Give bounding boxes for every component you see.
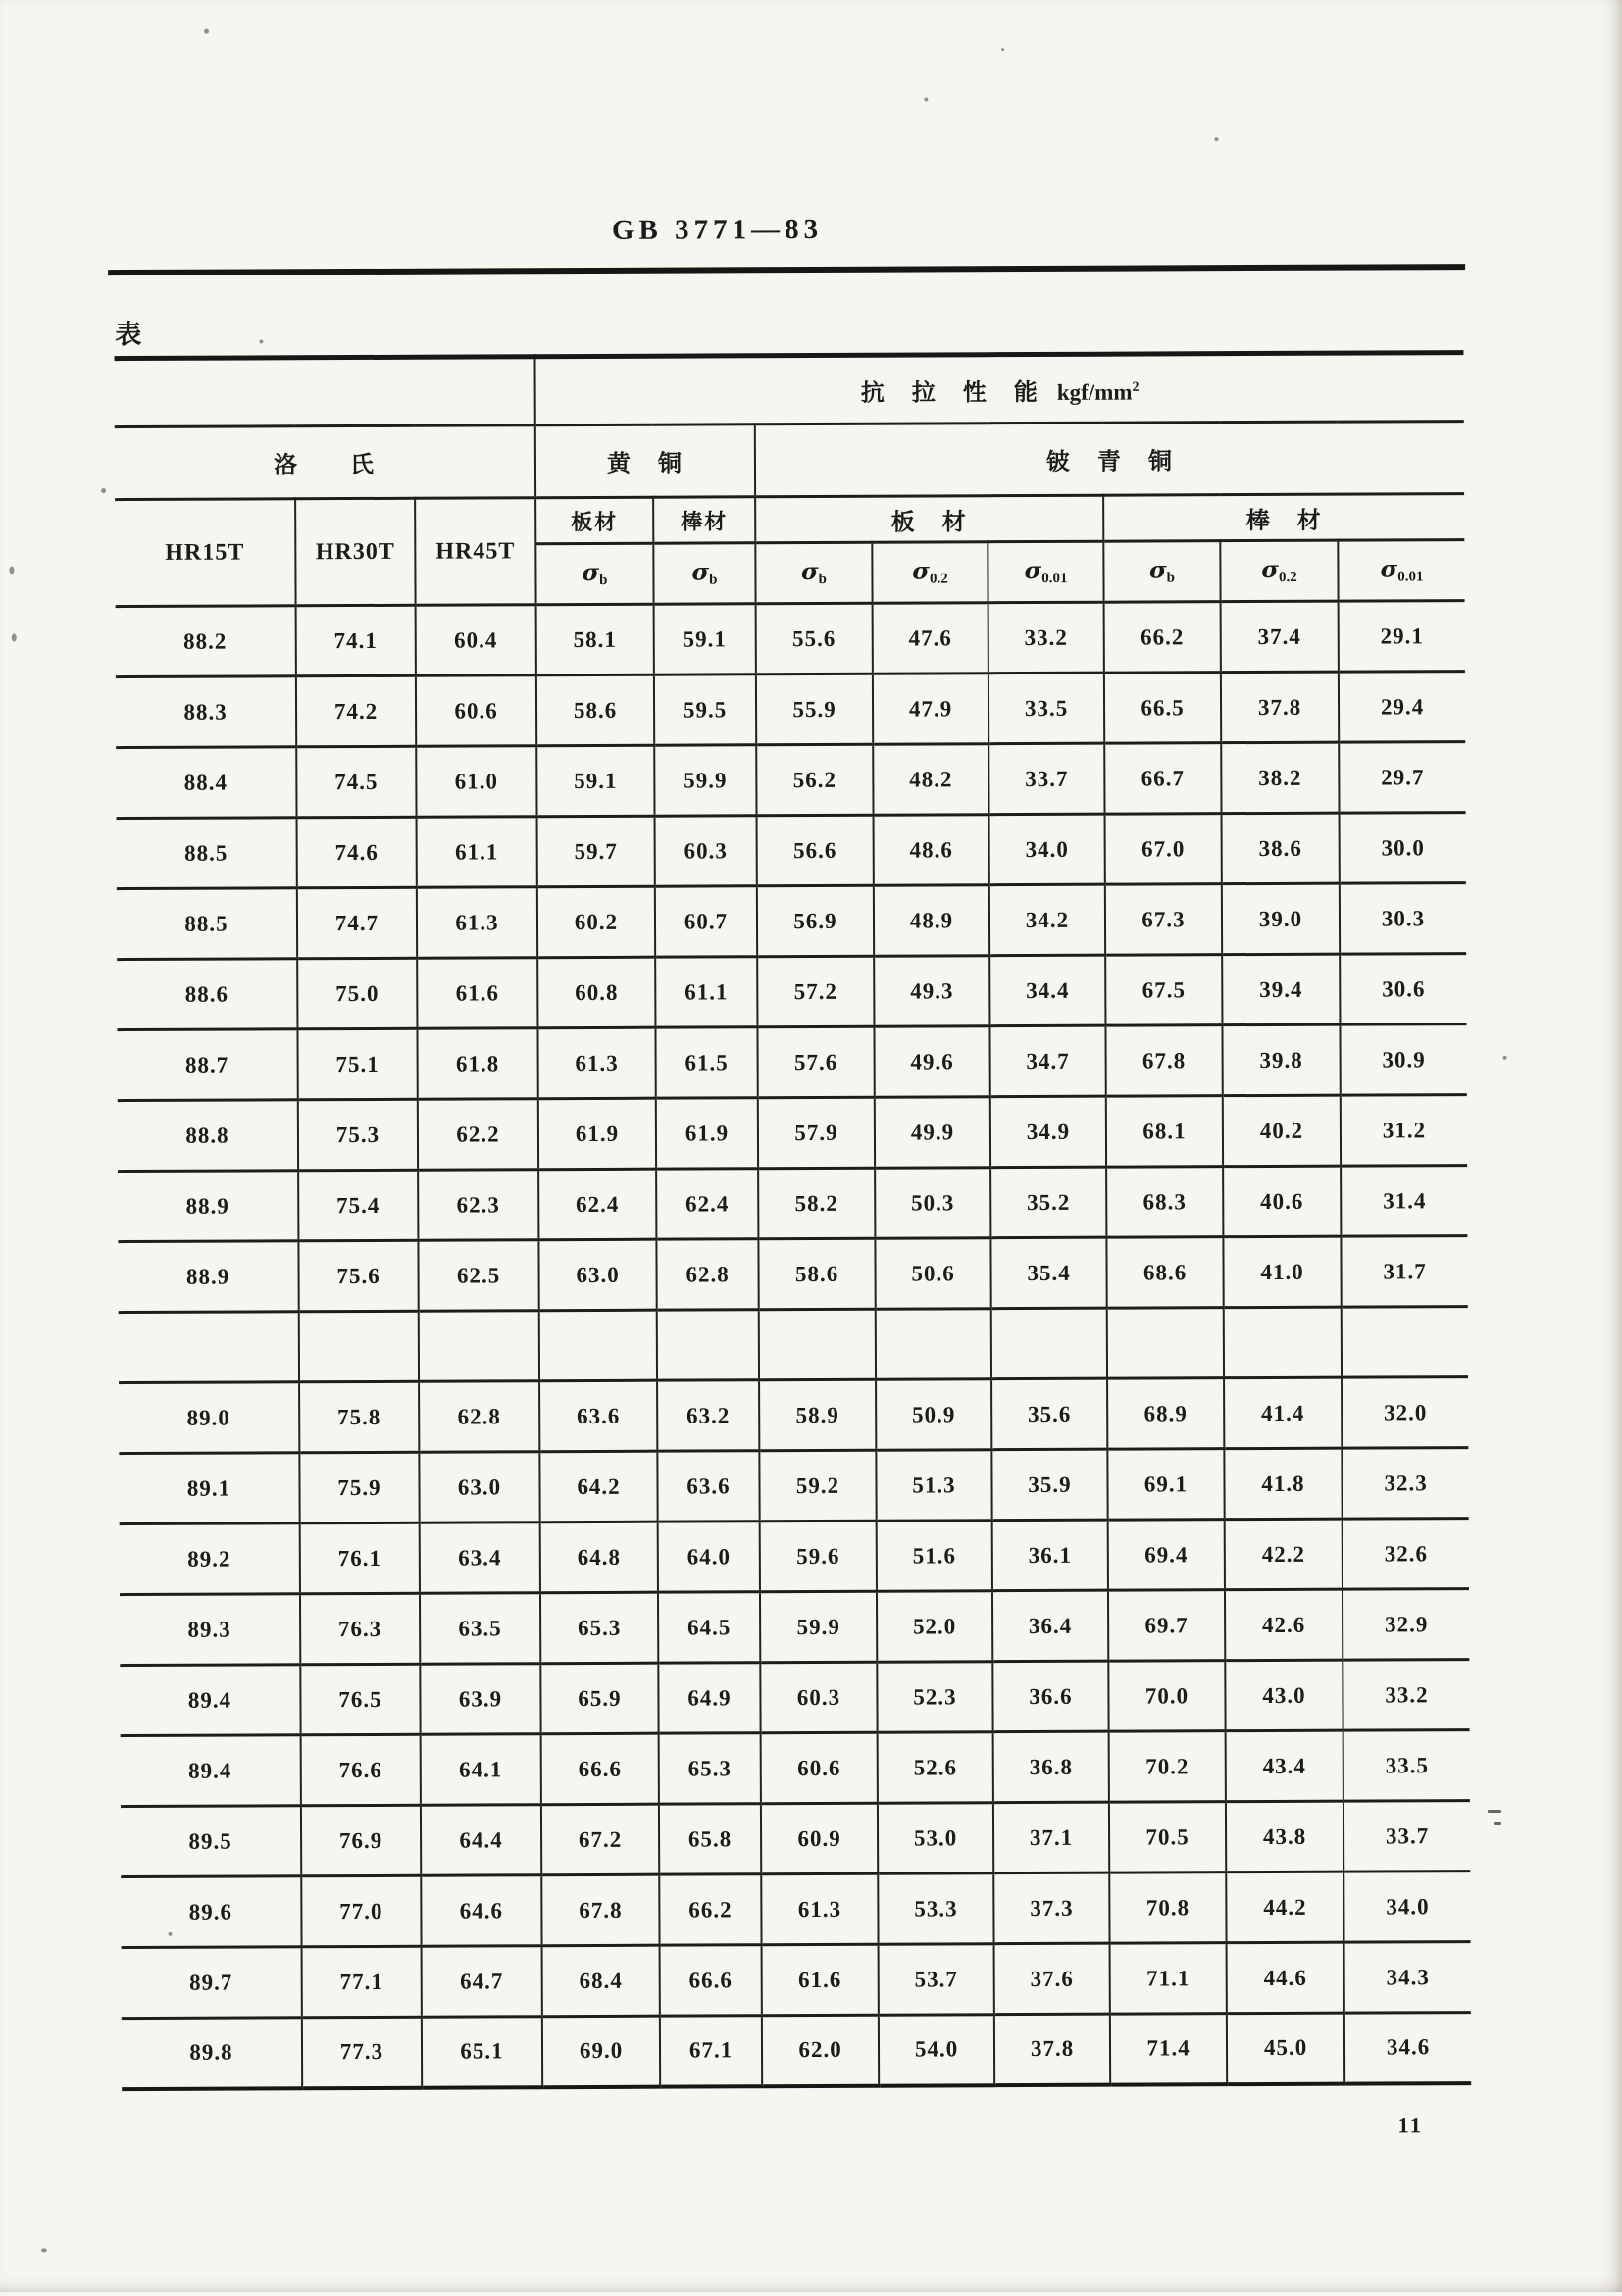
table-cell: 61.9 (656, 1098, 758, 1169)
header-row-product-forms (115, 494, 1464, 546)
table-cell: 67.2 (541, 1804, 659, 1875)
table-cell: 53.7 (879, 1944, 994, 2016)
table-cell: 29.7 (1339, 742, 1465, 814)
table-row (122, 2013, 1471, 2089)
table-cell: 66.2 (1104, 602, 1221, 674)
table-cell (299, 1311, 419, 1382)
table-row (120, 1519, 1469, 1595)
table-cell: 34.0 (989, 814, 1105, 885)
table-cell: 44.6 (1227, 1942, 1344, 2014)
table-cell: 70.8 (1109, 1872, 1226, 1944)
table-cell: 88.5 (117, 888, 297, 960)
table-cell: 39.8 (1222, 1024, 1340, 1096)
table-cell: 33.7 (988, 743, 1104, 815)
table-cell: 32.6 (1343, 1519, 1469, 1590)
table-cell: 65.8 (659, 1804, 761, 1874)
table-cell: 51.3 (876, 1450, 991, 1522)
table-cell: 33.2 (988, 602, 1104, 674)
table-cell: 69.7 (1108, 1590, 1225, 1662)
table-cell: 44.2 (1226, 1872, 1343, 1943)
table-cell: 55.6 (756, 603, 873, 674)
scan-speck (101, 488, 106, 493)
table-cell: 34.2 (989, 884, 1105, 956)
header-row-materials (115, 422, 1464, 500)
scan-speck (924, 97, 928, 101)
header-sigma-b-bronze-rod: $\sigma_b$ (1103, 541, 1220, 603)
table-cell: 69.0 (542, 2016, 660, 2087)
table-cell: 30.0 (1340, 813, 1466, 884)
table-cell: 64.7 (422, 1946, 542, 2018)
table-cell: 49.3 (874, 956, 989, 1027)
table-cell: 43.8 (1226, 1801, 1343, 1872)
table-cell: 60.7 (655, 886, 757, 957)
table-cell: 75.0 (297, 958, 417, 1029)
table-cell: 43.0 (1225, 1660, 1343, 1731)
table-cell: 58.9 (759, 1379, 876, 1451)
table-cell: 42.6 (1225, 1589, 1343, 1661)
table-cell: 32.9 (1343, 1589, 1469, 1661)
table-cell: 54.0 (879, 2015, 994, 2086)
table-cell: 67.8 (1105, 1025, 1222, 1097)
table-cell: 35.6 (991, 1378, 1107, 1450)
table-cell (419, 1311, 539, 1382)
table-cell: 39.0 (1222, 883, 1340, 955)
table-cell: 36.4 (992, 1590, 1108, 1662)
table-cell: 33.7 (1343, 1801, 1470, 1872)
table-cell: 39.4 (1222, 954, 1340, 1025)
table-cell (991, 1308, 1107, 1379)
table-cell: 37.8 (1221, 672, 1339, 743)
table-cell (657, 1310, 759, 1380)
table-cell (1342, 1307, 1468, 1378)
table-cell: 63.2 (657, 1380, 759, 1451)
table-cell: 33.5 (988, 673, 1104, 744)
table-cell: 61.6 (417, 958, 537, 1029)
table-cell: 37.3 (993, 1872, 1109, 1944)
table-cell: 89.4 (120, 1665, 300, 1736)
table-cell: 88.4 (116, 747, 296, 819)
scan-speck (41, 2248, 47, 2252)
table-cell: 41.4 (1224, 1377, 1342, 1449)
table-cell: 35.2 (990, 1167, 1106, 1238)
table-cell: 63.9 (420, 1664, 540, 1735)
table-cell: 35.4 (990, 1237, 1106, 1309)
table-cell: 41.8 (1224, 1448, 1342, 1520)
table-cell: 66.6 (541, 1733, 659, 1805)
table-cell: 63.5 (420, 1593, 540, 1665)
table-cell (759, 1309, 876, 1380)
scan-mark (1488, 1810, 1501, 1813)
table-cell (876, 1309, 991, 1380)
table-cell: 70.5 (1109, 1802, 1226, 1873)
table-cell: 55.9 (756, 674, 873, 745)
table-cell: 60.8 (537, 957, 655, 1028)
table-cell: 57.9 (758, 1097, 875, 1169)
table-cell: 58.6 (758, 1238, 875, 1310)
table-cell: 29.1 (1339, 601, 1465, 673)
table-cell: 89.1 (119, 1453, 299, 1524)
table-cell: 59.5 (654, 674, 756, 745)
table-cell: 89.3 (120, 1594, 300, 1666)
table-cell: 61.1 (655, 957, 757, 1027)
table-row (117, 813, 1466, 889)
table-cell: 33.5 (1343, 1730, 1470, 1802)
table-cell: 74.6 (297, 817, 417, 888)
table-cell: 49.9 (875, 1097, 990, 1169)
table-cell: 61.1 (417, 817, 537, 888)
table-cell: 75.3 (298, 1099, 418, 1171)
table-cell: 52.6 (878, 1732, 993, 1804)
table-cell: 48.9 (874, 885, 989, 957)
table-cell: 33.2 (1343, 1660, 1469, 1731)
table-row (117, 883, 1466, 960)
header-sigma-b-bronze-plate: $\sigma_b$ (755, 542, 872, 604)
table-cell: 88.5 (117, 818, 297, 889)
table-cell: 59.6 (760, 1521, 877, 1592)
hardness-tensile-conversion-table (114, 350, 1471, 2090)
table-cell: 76.5 (300, 1664, 420, 1735)
header-bronze-rod: 棒 材 (1103, 494, 1464, 542)
table-row (118, 1166, 1467, 1242)
table-cell: 32.3 (1342, 1448, 1468, 1520)
table-cell: 50.3 (875, 1168, 990, 1239)
table-cell: 62.3 (418, 1170, 538, 1241)
table-cell: 64.8 (540, 1522, 658, 1593)
table-cell: 34.3 (1344, 1942, 1471, 2014)
table-cell: 65.9 (540, 1663, 658, 1734)
table-cell: 64.4 (421, 1805, 541, 1876)
table-cell: 40.2 (1223, 1095, 1341, 1167)
table-row (120, 1589, 1469, 1666)
table-cell: 58.2 (758, 1168, 875, 1239)
table-cell: 38.6 (1222, 813, 1340, 884)
table-cell: 49.6 (874, 1026, 989, 1098)
table-cell: 88.6 (117, 959, 297, 1030)
table-cell: 52.3 (877, 1662, 992, 1733)
table-row (120, 1660, 1469, 1736)
table-cell: 74.7 (297, 887, 417, 959)
table-cell: 34.9 (990, 1096, 1106, 1168)
table-cell: 62.5 (418, 1240, 538, 1312)
table-cell: 58.6 (536, 674, 654, 746)
table-cell: 59.1 (536, 745, 654, 817)
table-cell: 64.9 (658, 1663, 760, 1733)
table-cell: 30.9 (1340, 1024, 1466, 1096)
table-row (116, 601, 1465, 677)
table-cell: 63.4 (420, 1522, 540, 1594)
table-cell: 76.6 (301, 1734, 421, 1806)
table-cell: 37.8 (994, 2014, 1110, 2085)
table-cell: 70.2 (1109, 1731, 1226, 1803)
table-cell: 56.6 (757, 815, 874, 886)
table-cell: 69.4 (1108, 1520, 1225, 1591)
table-cell: 60.6 (416, 675, 536, 747)
table-cell: 47.6 (873, 603, 988, 674)
table-cell: 68.3 (1106, 1167, 1223, 1238)
table-cell: 66.7 (1104, 743, 1221, 815)
header-brass-rod: 棒材 (653, 497, 755, 543)
table-cell: 77.0 (301, 1875, 421, 1947)
table-cell: 50.9 (876, 1379, 991, 1451)
title-rule (108, 264, 1465, 275)
table-cell: 74.2 (296, 675, 416, 747)
table-cell: 89.4 (121, 1735, 301, 1807)
table-cell: 29.4 (1339, 672, 1465, 743)
table-cell: 88.9 (118, 1171, 298, 1242)
table-cell: 61.5 (655, 1027, 757, 1098)
table-cell: 89.8 (122, 2018, 302, 2089)
table-cell: 88.9 (118, 1241, 298, 1313)
table-row (119, 1448, 1468, 1524)
table-cell: 58.1 (536, 604, 654, 675)
header-tensile-title (534, 353, 1463, 425)
table-cell: 64.6 (421, 1875, 541, 1947)
table-cell: 66.5 (1104, 673, 1221, 744)
table-cell: 61.3 (417, 887, 537, 959)
scan-speck (1001, 48, 1004, 51)
table-cell: 56.9 (757, 885, 874, 957)
table-cell: 56.2 (756, 744, 873, 816)
table-cell: 63.6 (539, 1380, 657, 1452)
table-row (117, 1024, 1466, 1101)
table-row (119, 1377, 1468, 1454)
table-row (118, 1095, 1467, 1172)
header-sigma-001-bronze-rod: $\sigma_{0.01}$ (1338, 540, 1464, 602)
table-cell: 37.6 (994, 1943, 1110, 2015)
table-cell: 60.4 (416, 605, 536, 676)
scan-mark (1494, 1822, 1501, 1825)
scan-speck (259, 339, 263, 343)
table-cell: 63.6 (657, 1451, 759, 1522)
table-cell: 61.0 (416, 746, 536, 818)
tensile-title-text: 抗 拉 性 能 (860, 379, 1039, 407)
table-body (116, 601, 1472, 2089)
table-row (121, 1801, 1470, 1877)
table-row (118, 1236, 1467, 1313)
table-cell: 47.9 (873, 674, 988, 745)
table-cell: 62.8 (419, 1381, 539, 1453)
table-caption: 表 (115, 319, 142, 350)
table-cell: 75.4 (298, 1170, 418, 1241)
table-cell: 64.0 (658, 1522, 760, 1592)
table-cell: 63.0 (419, 1452, 539, 1523)
table-cell: 32.0 (1342, 1377, 1468, 1449)
table-cell: 60.3 (655, 816, 757, 886)
header-hr30t: HR30T (295, 498, 415, 606)
header-sigma-001-bronze-plate: $\sigma_{0.01}$ (988, 541, 1103, 603)
table-cell: 65.3 (659, 1733, 761, 1804)
table-cell: 61.9 (538, 1098, 656, 1170)
header-beryllium-bronze: 铍 青 铜 (755, 422, 1464, 497)
table-cell: 34.7 (989, 1025, 1105, 1097)
header-brass-plate: 板材 (535, 497, 653, 544)
header-sigma-b-brass-rod: $\sigma_b$ (653, 543, 755, 604)
table-cell: 64.2 (539, 1451, 657, 1522)
table-cell: 45.0 (1227, 2013, 1344, 2084)
table-cell: 30.3 (1340, 883, 1466, 955)
table-cell: 74.5 (296, 746, 416, 818)
table-cell: 62.4 (538, 1169, 656, 1240)
table-cell: 89.6 (121, 1876, 301, 1948)
table-cell: 69.1 (1107, 1449, 1224, 1521)
table-cell: 34.4 (989, 955, 1105, 1026)
table-cell: 88.8 (118, 1100, 298, 1172)
table-cell: 65.3 (540, 1592, 658, 1664)
table-cell: 48.6 (874, 815, 989, 886)
table-cell: 62.8 (656, 1239, 758, 1310)
table-cell: 59.9 (760, 1591, 877, 1663)
table-cell: 31.4 (1341, 1166, 1467, 1237)
table-cell: 75.8 (299, 1381, 419, 1453)
header-rockwell: 洛 氏 (115, 425, 535, 500)
table-row (121, 1730, 1470, 1807)
table-cell: 31.7 (1341, 1236, 1467, 1308)
table-cell: 68.1 (1106, 1096, 1223, 1168)
table-cell: 62.2 (418, 1099, 538, 1171)
table-cell: 30.6 (1340, 954, 1466, 1025)
table-cell: 77.3 (302, 2017, 422, 2088)
table-cell: 76.1 (300, 1522, 420, 1594)
header-sigma-b-brass-plate: $\sigma_b$ (535, 543, 653, 605)
table-cell: 64.1 (421, 1734, 541, 1806)
table-cell: 60.9 (761, 1803, 878, 1874)
table-row (117, 954, 1466, 1030)
table-cell: 37.1 (993, 1802, 1109, 1873)
table-cell: 75.6 (298, 1240, 418, 1312)
table-row-empty (119, 1307, 1468, 1383)
table-cell: 62.0 (762, 2015, 879, 2086)
table-cell: 88.2 (116, 606, 296, 677)
header-sigma-02-bronze-rod: $\sigma_{0.2}$ (1220, 540, 1338, 602)
table-cell: 65.1 (422, 2017, 542, 2088)
table-cell: 76.9 (301, 1805, 421, 1876)
table-cell: 61.3 (761, 1873, 878, 1945)
table-cell: 76.3 (300, 1593, 420, 1665)
table-cell: 42.2 (1225, 1519, 1343, 1590)
table-cell: 68.9 (1107, 1378, 1224, 1450)
page-number: 11 (1397, 2113, 1424, 2138)
table-cell: 60.6 (761, 1732, 878, 1804)
header-hr15t: HR15T (115, 499, 295, 607)
table-cell: 89.7 (122, 1947, 302, 2019)
table-cell: 43.4 (1226, 1730, 1343, 1802)
table-cell: 66.2 (659, 1874, 761, 1945)
table-row (116, 672, 1465, 748)
table-cell: 35.9 (991, 1449, 1107, 1521)
table-cell (539, 1310, 657, 1381)
table-cell (1224, 1307, 1342, 1378)
table-cell: 61.3 (537, 1027, 655, 1099)
table-cell: 37.4 (1221, 601, 1339, 673)
table-cell: 75.9 (299, 1452, 419, 1523)
header-row-tensile (114, 353, 1463, 427)
table-cell: 67.3 (1105, 884, 1222, 956)
table-cell: 38.2 (1221, 742, 1339, 814)
header-sigma-02-bronze-plate: $\sigma_{0.2}$ (872, 542, 988, 604)
table-cell: 53.0 (878, 1803, 993, 1874)
table-cell: 74.1 (296, 605, 416, 676)
table-row (116, 742, 1465, 819)
table-cell: 59.1 (654, 604, 756, 674)
scan-speck (12, 634, 17, 642)
table-cell: 52.0 (877, 1591, 992, 1663)
table-cell: 63.0 (538, 1239, 656, 1311)
header-bronze-plate: 板 材 (755, 495, 1103, 543)
table-cell: 60.3 (760, 1662, 877, 1733)
table-cell: 36.8 (993, 1731, 1109, 1803)
table-cell: 68.4 (542, 1945, 660, 2017)
table-cell: 59.2 (759, 1450, 876, 1522)
table-cell: 36.6 (992, 1661, 1108, 1732)
table-cell: 89.5 (121, 1806, 301, 1877)
table-row (122, 1942, 1471, 2019)
table-cell: 61.6 (762, 1944, 879, 2016)
table-cell: 70.0 (1108, 1661, 1225, 1732)
table-cell (119, 1312, 299, 1383)
table-cell: 31.2 (1341, 1095, 1467, 1167)
table-cell: 40.6 (1223, 1166, 1341, 1237)
table-cell: 89.2 (120, 1523, 300, 1595)
table-cell: 71.4 (1110, 2014, 1227, 2085)
tensile-unit: kgf/$mm^2$ (1056, 379, 1140, 405)
table-cell: 77.1 (302, 1946, 422, 2018)
table-cell: 67.8 (541, 1874, 659, 1946)
table-cell: 66.6 (660, 1945, 762, 2016)
scan-speck (9, 567, 14, 574)
document-code: GB 3771—83 (611, 213, 824, 246)
table-cell: 75.1 (297, 1028, 417, 1100)
scan-speck (1503, 1056, 1507, 1060)
scan-speck (1215, 137, 1219, 141)
header-blank-cell (114, 357, 534, 427)
table-cell: 88.3 (116, 676, 296, 748)
table-cell: 88.7 (117, 1029, 297, 1101)
table-cell: 36.1 (992, 1520, 1108, 1591)
table-cell: 64.5 (658, 1592, 760, 1663)
table-cell: 71.1 (1110, 1943, 1227, 2015)
table-header (114, 353, 1464, 607)
table-cell: 48.2 (873, 744, 988, 816)
table-cell: 61.8 (417, 1028, 537, 1100)
table-cell: 41.0 (1223, 1236, 1341, 1308)
scan-speck (204, 29, 209, 34)
table-cell: 67.1 (660, 2016, 762, 2086)
table-cell: 62.4 (656, 1169, 758, 1239)
table-cell: 57.2 (757, 956, 874, 1027)
table-cell: 57.6 (757, 1026, 874, 1098)
table-cell: 51.6 (877, 1521, 992, 1592)
table-cell: 34.0 (1343, 1872, 1470, 1943)
table-cell: 59.7 (537, 816, 655, 887)
table-cell: 53.3 (878, 1873, 993, 1945)
table-cell: 50.6 (875, 1238, 990, 1310)
table-cell: 60.2 (537, 886, 655, 958)
table-row (121, 1872, 1470, 1948)
scan-speck (168, 1932, 172, 1936)
table-cell (1107, 1308, 1224, 1379)
header-hr45t: HR45T (415, 498, 535, 606)
header-brass: 黄 铜 (535, 424, 755, 498)
table-cell: 67.0 (1105, 814, 1222, 885)
table-cell: 89.0 (119, 1382, 299, 1454)
table-cell: 34.6 (1344, 2013, 1471, 2084)
table-cell: 67.5 (1105, 955, 1222, 1026)
table-cell: 68.6 (1106, 1237, 1223, 1309)
table-cell: 59.9 (654, 745, 756, 816)
